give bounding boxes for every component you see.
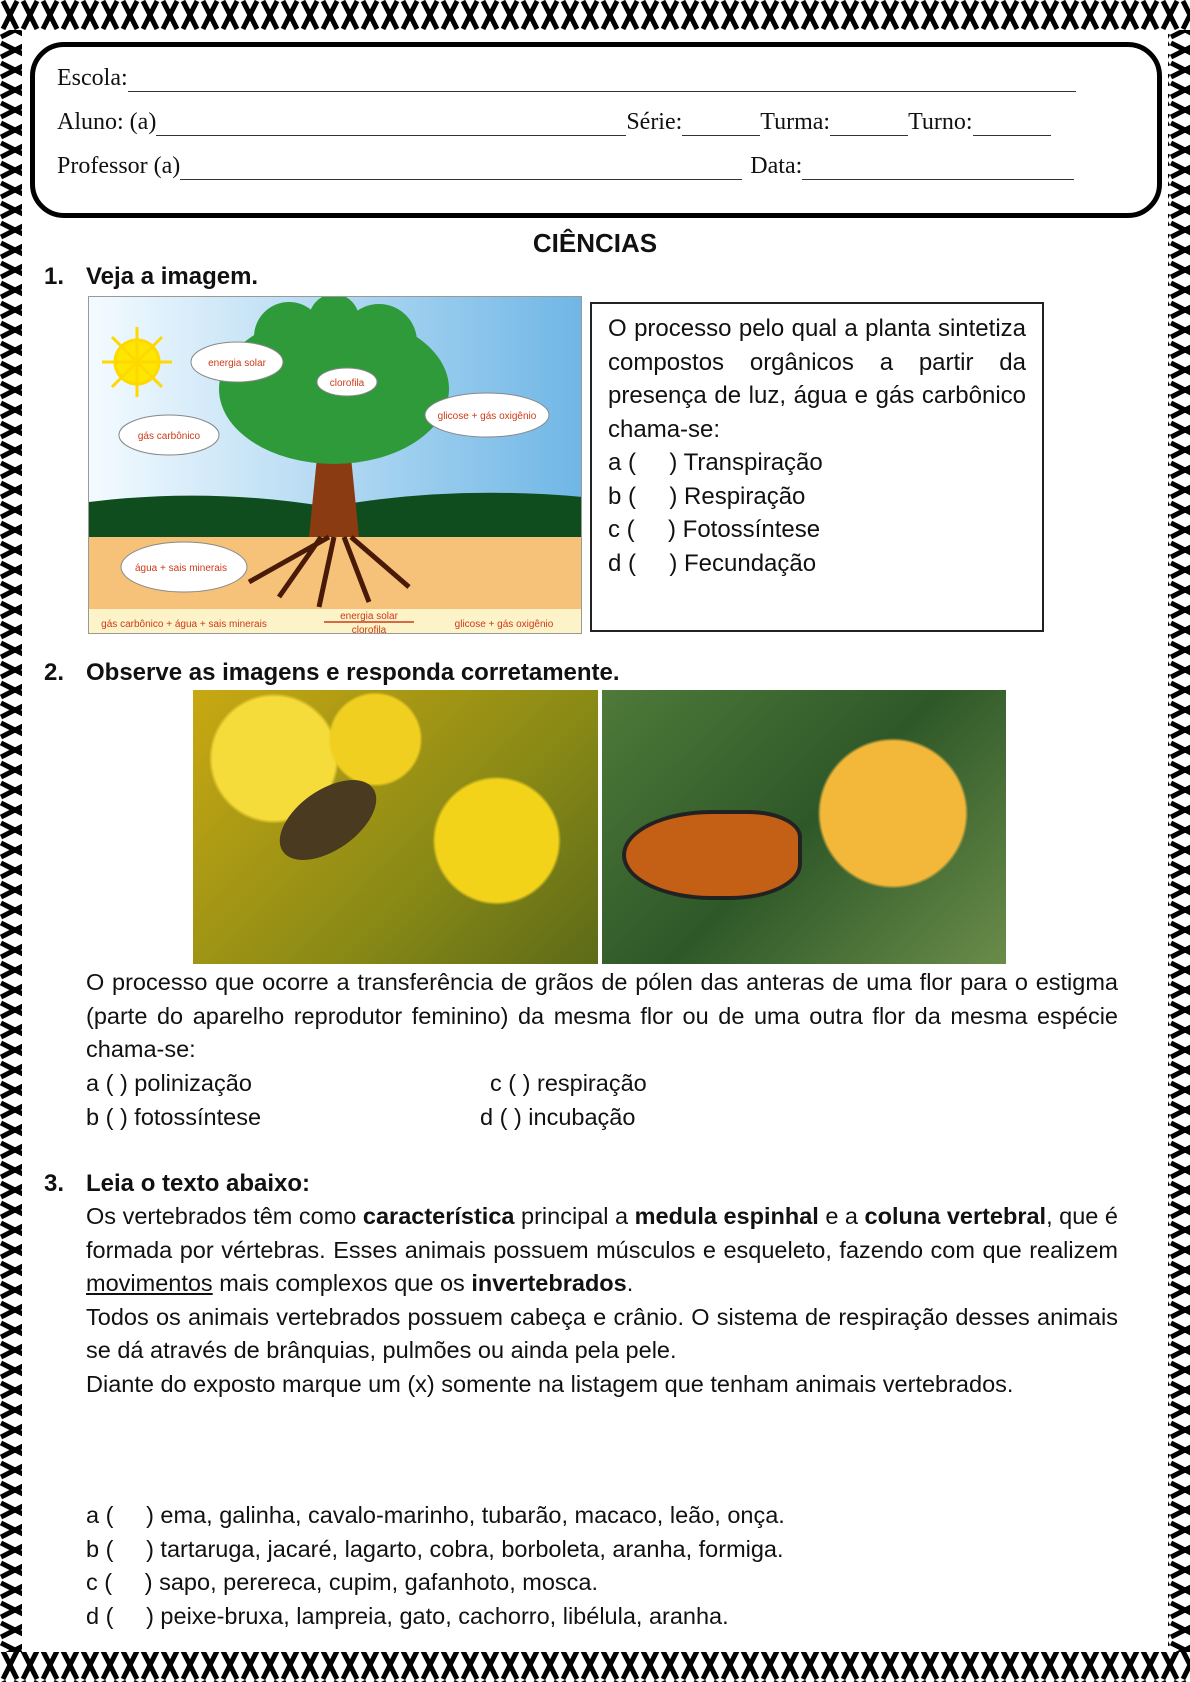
- student-info-box: [30, 42, 1162, 218]
- q3-option-a[interactable]: a ( ) ema, galinha, cavalo-marinho, tubarão, macaco, leão, onça.: [86, 1502, 785, 1528]
- eq-left: gás carbônico + água + sais minerais: [101, 619, 267, 630]
- paragraph-2: Todos os animais vertebrados possuem cabeça e crânio. O sistema de respiração desses animais se dá através de brânquias, pulmões ou ainda pela pele.: [86, 1303, 1118, 1363]
- student-label: Aluno: (a): [57, 109, 157, 135]
- sun-icon: [102, 327, 172, 397]
- question-1-box: [590, 302, 1044, 632]
- q2-option-b[interactable]: b ( ) fotossíntese: [86, 1104, 262, 1130]
- q1-option-c[interactable]: c ( ) Fotossíntese: [608, 516, 821, 543]
- shift-field[interactable]: [973, 114, 1051, 136]
- student-field[interactable]: [156, 114, 626, 136]
- label-agua: água + sais minerais: [135, 563, 227, 574]
- paragraph-1: Os vertebrados têm como característica principal a medula espinhal e a coluna vertebral, que é formada por vértebras. Esses animais possuem músculos e esqueleto, fazendo com que realizem movimentos mais complexos que os invertebrados.: [86, 1203, 1118, 1296]
- teacher-label: Professor (a): [57, 153, 181, 179]
- bee-photo: [193, 690, 598, 964]
- shift-label: Turno:: [908, 109, 973, 135]
- class-field[interactable]: [830, 114, 908, 136]
- q3-option-d[interactable]: d ( ) peixe-bruxa, lampreia, gato, cachorro, libélula, aranha.: [86, 1603, 729, 1629]
- page-title: CIÊNCIAS: [532, 228, 658, 258]
- eq-top: energia solar: [340, 611, 398, 622]
- date-label: Data:: [750, 153, 803, 179]
- date-field[interactable]: [802, 158, 1074, 180]
- paragraph-3: Diante do exposto marque um (x) somente na listagem que tenham animais vertebrados.: [86, 1370, 1014, 1397]
- question-2-text: O processo que ocorre a transferência de grãos de pólen das anteras de uma flor para o estigma (parte do aparelho reprodutor feminino) da mesma flor ou de uma outra flor da mesma espécie chama-se:: [86, 969, 1118, 1062]
- q1-option-a[interactable]: a ( ) Transpiração: [608, 449, 823, 476]
- teacher-field[interactable]: [180, 158, 742, 180]
- question-2-heading: 2. Observe as imagens e responda corretamente.: [44, 659, 620, 686]
- q1-option-d[interactable]: d ( ) Fecundação: [608, 549, 817, 577]
- question-3-heading: 3. Leia o texto abaixo:: [44, 1170, 311, 1197]
- school-label: Escola:: [57, 65, 128, 91]
- q2-option-d[interactable]: d ( ) incubação: [480, 1104, 636, 1130]
- q2-option-a[interactable]: a ( ) polinização: [86, 1070, 252, 1096]
- label-glicose: glicose + gás oxigênio: [437, 411, 537, 422]
- q2-option-c[interactable]: c ( ) respiração: [490, 1070, 647, 1096]
- grade-label: Série:: [626, 109, 683, 135]
- eq-bottom: clorofila: [351, 625, 387, 635]
- question-1-text: O processo pelo qual a planta sintetiza compostos orgânicos a partir da presença de luz, água e gás carbônico chama-se:: [608, 315, 1026, 443]
- label-energia: energia solar: [208, 358, 266, 369]
- grade-field[interactable]: [682, 114, 760, 136]
- q1-option-b[interactable]: b ( ) Respiração: [608, 482, 806, 510]
- photosynthesis-diagram: [88, 296, 582, 634]
- label-clorofila: clorofila: [329, 378, 365, 389]
- question-3-text: [86, 1200, 1118, 1401]
- butterfly-photo: [602, 690, 1006, 964]
- q3-option-b[interactable]: b ( ) tartaruga, jacaré, lagarto, cobra, borboleta, aranha, formiga.: [86, 1536, 784, 1562]
- question-1-heading: 1. Veja a imagem.: [44, 263, 259, 290]
- eq-right: glicose + gás oxigênio: [454, 619, 554, 630]
- label-gas: gás carbônico: [137, 431, 201, 442]
- q3-option-c[interactable]: c ( ) sapo, perereca, cupim, gafanhoto, mosca.: [86, 1569, 599, 1595]
- school-field[interactable]: [128, 70, 1076, 92]
- class-label: Turma:: [760, 109, 831, 135]
